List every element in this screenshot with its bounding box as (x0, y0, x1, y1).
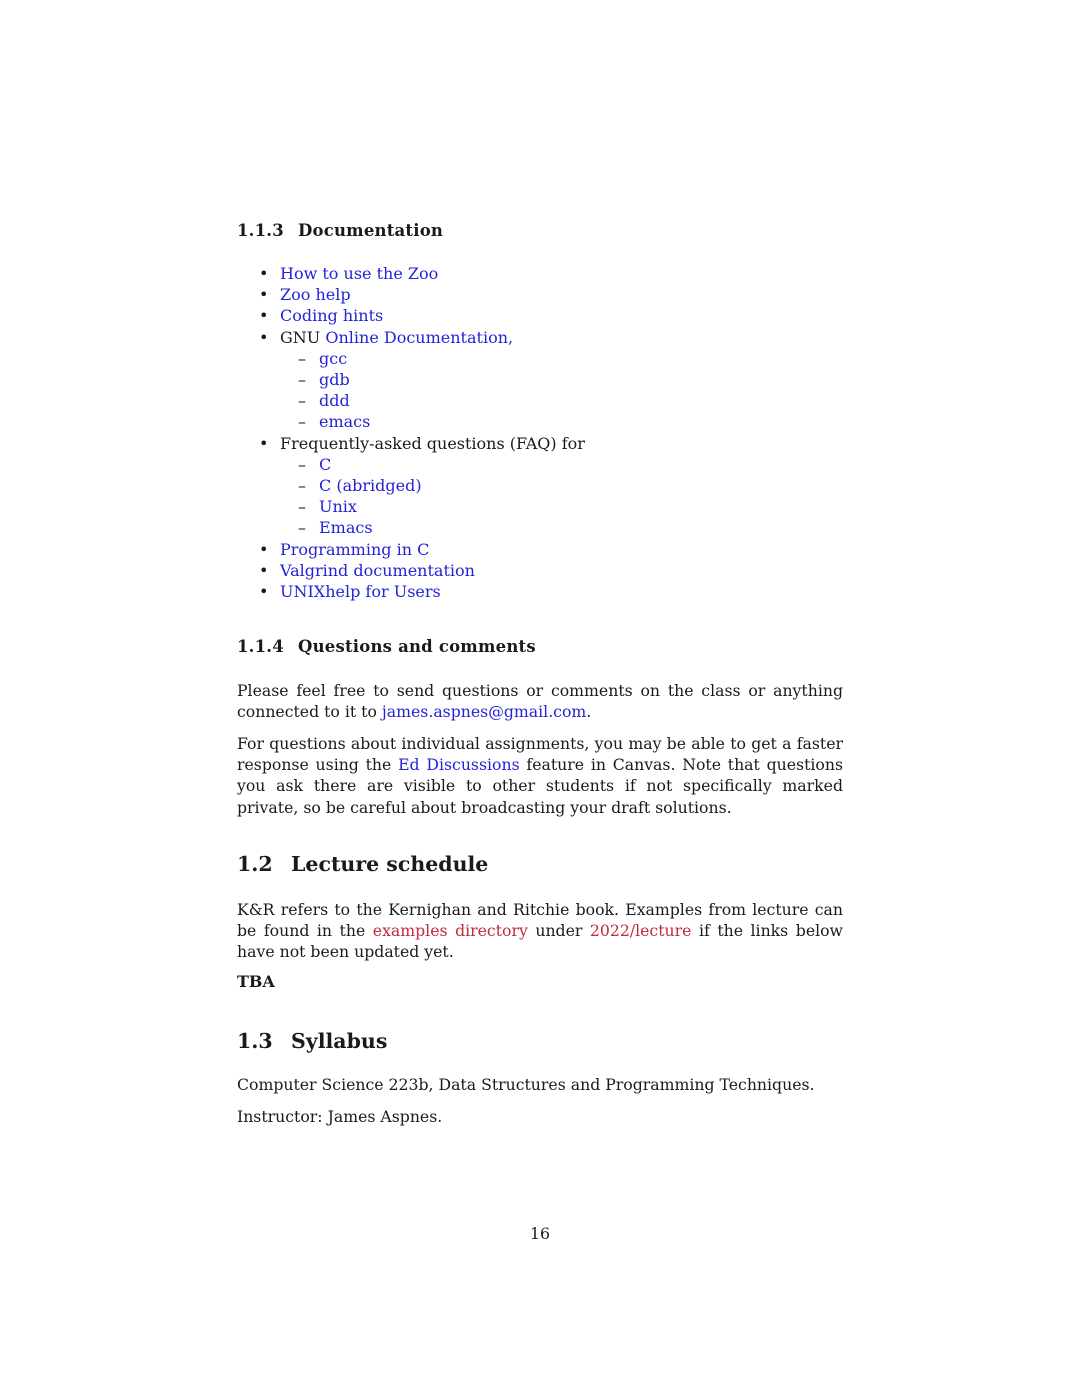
doc-link[interactable]: ddd (319, 391, 350, 411)
dash-icon: – (298, 391, 306, 411)
doc-link[interactable]: Zoo help (280, 285, 351, 305)
doc-link[interactable]: C (abridged) (319, 476, 422, 496)
doc-link[interactable]: gcc (319, 348, 348, 368)
dash-icon: – (298, 454, 306, 474)
questions-paragraph-2 (237, 733, 843, 818)
document-page (237, 0, 843, 1397)
documentation-list (237, 263, 843, 602)
bullet-icon: • (259, 306, 269, 326)
dash-icon: – (298, 518, 306, 538)
dash-icon: – (298, 476, 306, 496)
sub-list-item (237, 496, 843, 517)
list-item (237, 539, 843, 560)
syllabus-course: Computer Science 223b, Data Structures and Programming Techniques. (237, 1075, 815, 1094)
syllabus-heading-number: 1.3 (237, 1029, 273, 1053)
questions-p1-end: . (586, 702, 592, 722)
sub-list-item (237, 411, 843, 432)
doc-link[interactable]: C (319, 454, 332, 474)
bullet-icon: • (259, 539, 269, 559)
bullet-icon: • (259, 560, 269, 580)
documentation-heading-title: Documentation (298, 221, 444, 240)
bullet-icon: • (259, 582, 269, 602)
sub-list-item (237, 454, 843, 475)
documentation-heading-number: 1.1.3 (237, 221, 284, 240)
doc-link[interactable]: Emacs (319, 518, 373, 538)
list-item (237, 433, 843, 454)
sub-list-item (237, 517, 843, 538)
list-item (237, 305, 843, 326)
lecture-paragraph (237, 899, 843, 963)
sub-list-item (237, 475, 843, 496)
doc-link[interactable]: Programming in C (280, 539, 430, 559)
doc-link[interactable]: Valgrind documentation (280, 560, 475, 580)
lecture-heading-title: Lecture schedule (291, 852, 489, 876)
tba-label: TBA (237, 972, 275, 991)
questions-heading (237, 637, 536, 656)
ed-discussions-link[interactable]: Ed Discussions (398, 755, 520, 775)
questions-p2-end: feature in Canvas. Note that questions you ask there are visible to other students if not specifically marked private, so be careful about broadcasting your draft solutions. (237, 755, 844, 817)
doc-link[interactable]: UNIXhelp for Users (280, 582, 441, 602)
list-item (237, 327, 843, 348)
lecture-heading-number: 1.2 (237, 852, 273, 876)
doc-link[interactable]: Unix (319, 497, 357, 517)
list-item (237, 581, 843, 602)
list-item (237, 263, 843, 284)
dash-icon: – (298, 497, 306, 517)
list-item (237, 284, 843, 305)
doc-link[interactable]: Coding hints (280, 306, 384, 326)
page-number: 16 (530, 1224, 550, 1243)
examples-directory-link[interactable]: examples directory (372, 921, 528, 941)
dash-icon: – (298, 412, 306, 432)
bullet-icon: • (259, 327, 269, 347)
documentation-heading (237, 221, 443, 240)
sub-list-item (237, 348, 843, 369)
doc-link[interactable]: Online Documentation, (325, 327, 514, 347)
dash-icon: – (298, 348, 306, 368)
bullet-icon: • (259, 285, 269, 305)
doc-item-text: Frequently-asked questions (FAQ) for (280, 433, 585, 453)
sub-list-item (237, 390, 843, 411)
doc-link[interactable]: emacs (319, 412, 371, 432)
bullet-icon: • (259, 264, 269, 283)
questions-heading-title: Questions and comments (298, 637, 536, 656)
lecture-heading (237, 852, 488, 876)
lecture-p-text: K&R refers to the Kernighan and Ritchie book. Examples from lecture can be found in the (237, 900, 843, 941)
syllabus-heading (237, 1029, 387, 1053)
doc-link[interactable]: gdb (319, 370, 350, 390)
questions-heading-number: 1.1.4 (237, 637, 284, 656)
syllabus-instructor: Instructor: James Aspnes. (237, 1107, 443, 1126)
list-item (237, 560, 843, 581)
questions-paragraph-1 (237, 680, 843, 722)
questions-p2-text: For questions about individual assignments, you may be able to get a faster response using the (237, 734, 843, 775)
lecture-p-end: if the links below have not been updated yet. (237, 921, 843, 962)
doc-item-text: GNU (280, 327, 326, 347)
sub-list-item (237, 369, 843, 390)
bullet-icon: • (259, 433, 269, 453)
lecture-p-mid: under (527, 921, 590, 941)
email-link[interactable]: james.aspnes@gmail.com (381, 702, 587, 722)
dash-icon: – (298, 370, 306, 390)
doc-link[interactable]: How to use the Zoo (280, 264, 439, 283)
questions-p1-text: Please feel free to send questions or comments on the class or anything connected to it to (237, 681, 843, 722)
syllabus-heading-title: Syllabus (291, 1029, 388, 1053)
lecture-2022-link[interactable]: 2022/lecture (589, 921, 692, 941)
